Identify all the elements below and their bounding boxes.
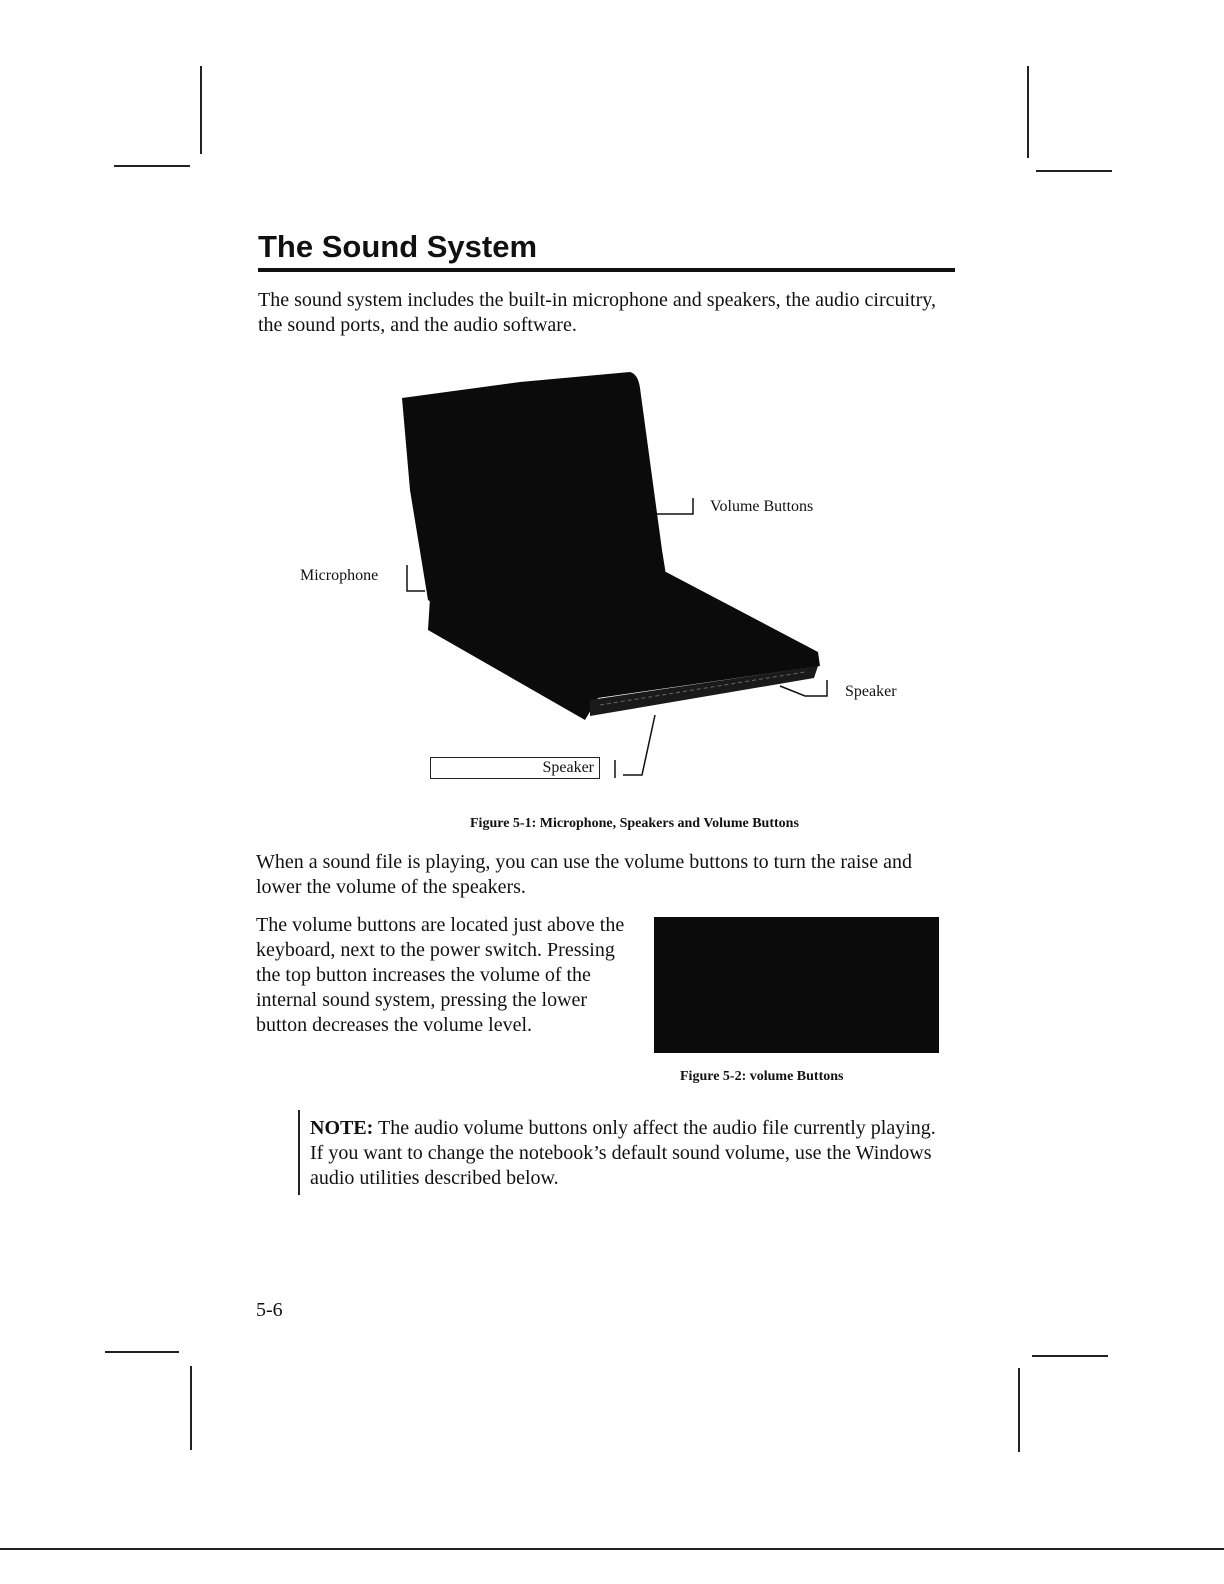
crop-mark-top-left-horizontal (114, 165, 190, 167)
label-volume-buttons: Volume Buttons (710, 498, 814, 515)
laptop-photo (290, 360, 930, 800)
volume-location-paragraph: The volume buttons are located just above the keyboard, next to the power switch. Pressing the top button increases the volume of the internal sound system, pressing the lower button decreases the volume level. (256, 914, 625, 1036)
volume-leader (655, 498, 693, 514)
crop-mark-top-left-vertical (200, 66, 202, 154)
note-paragraph (310, 1116, 950, 1191)
crop-mark-bottom-left-vertical (190, 1366, 192, 1450)
label-speaker-front: Speaker (430, 757, 600, 779)
crop-mark-bottom-right-vertical (1018, 1368, 1020, 1452)
figure-5-2-caption: Figure 5-2: volume Buttons (680, 1069, 844, 1084)
speaker-front-leader (623, 715, 655, 775)
crop-mark-bottom-left-horizontal (105, 1351, 179, 1353)
laptop-lid (402, 372, 666, 608)
figure-5-1-caption: Figure 5-1: Microphone, Speakers and Volume Buttons (470, 816, 799, 831)
title-underline (258, 268, 955, 272)
crop-mark-bottom-right-horizontal (1032, 1355, 1108, 1357)
crop-mark-top-right-horizontal (1036, 170, 1112, 172)
label-microphone: Microphone (300, 567, 379, 584)
crop-mark-top-right-vertical (1027, 66, 1029, 158)
label-speaker-right: Speaker (845, 683, 897, 700)
note-label: NOTE: (310, 1117, 374, 1139)
page-number: 5-6 (256, 1299, 283, 1321)
note-margin-bar (298, 1110, 300, 1195)
section-title: The Sound System (258, 229, 538, 264)
volume-usage-paragraph: When a sound file is playing, you can use the volume buttons to turn the raise and lower the volume of the speakers. (256, 851, 912, 898)
figure-5-2-photo (654, 917, 939, 1053)
intro-paragraph: The sound system includes the built-in microphone and speakers, the audio circuitry, the sound ports, and the audio software. (258, 289, 936, 336)
page-bottom-rule (0, 1548, 1224, 1550)
note-text: The audio volume buttons only affect the audio file currently playing. If you want to change the notebook’s default sound volume, use the Windows audio utilities described below. (310, 1117, 936, 1189)
figure-5-1 (290, 360, 930, 800)
microphone-leader (407, 565, 425, 591)
